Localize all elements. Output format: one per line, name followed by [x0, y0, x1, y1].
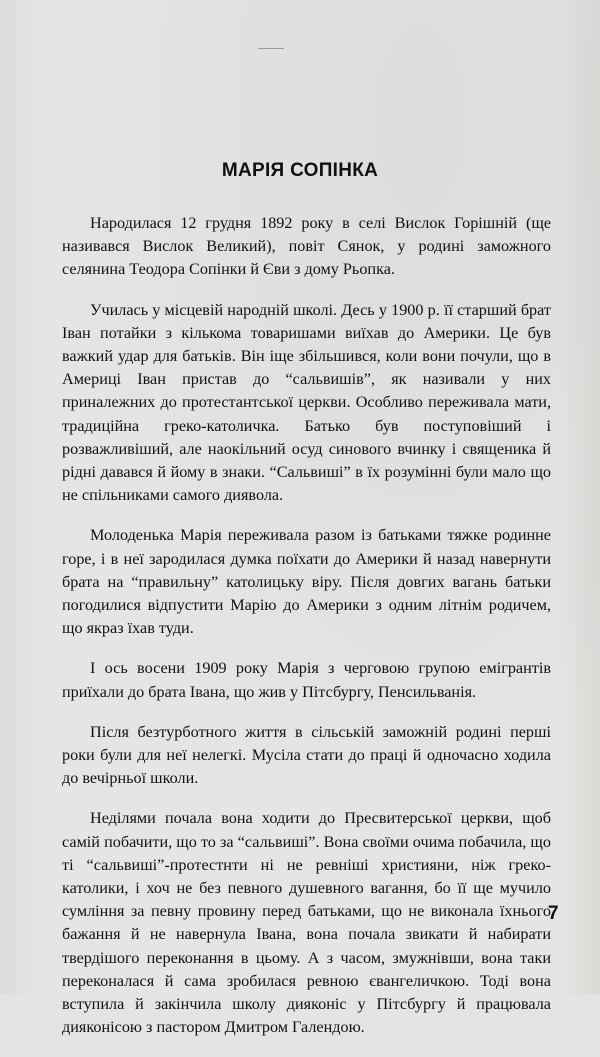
- paragraph: І ось восени 1909 року Марія з черговою групою емігрантів приїхали до брата Івана, що жив у Пітсбургу, Пенсильванія.: [62, 659, 551, 701]
- page-number: 7: [548, 903, 559, 924]
- paragraph: Училась у місцевій народній школі. Десь у 1900 р. її старший брат Іван потайки з кількома товаришами виїхав до Америки. Це був важкий удар для батьків. Він іще збільшився, коли вони почули, що в Америці Іван пристав до “сальвишів”, як називали у них приналежних до протестантської церкви. Особливо переживала мати, традиційна греко-католичка. Батько був поступовіший і розважливіший, але наокільний осуд синового вчинку і священика й рідні давався й йому в знаки. “Сальвиші” в їх розумінні були мало що не спільниками самого диявола.: [62, 300, 551, 505]
- paragraph: Після безтурботного життя в сільській заможній родині перші роки були для неї нелегкі. Мусіла стати до праці й одночасно ходила до вечірньої школи.: [62, 722, 551, 788]
- paragraph: Неділями почала вона ходити до Пресвитерської церкви, щоб самій побачити, що то за “сальвиші”. Вона своїми очима побачила, що ті “сальвиші”-протестнти ні не ревніші християни, ніж греко-католики, і хоч не без певного душевного вагання, бо її ще мучило сумління за певну провину перед батьками, що не виконала їхнього бажання й не навернула Івана, вона почала звикати й набирати твердішого переконання в цьому. А з часом, змужнівши, вона таки переконалася й сама зробилася ревною євангеличкою. Тоді вона вступила й закінчила школу дияконіс у Пітсбургу й працювала дияконісою з пастором Дмитром Галендою.: [62, 809, 551, 1037]
- paragraph: Молоденька Марія переживала разом із батьками тяжке родинне горе, і в неї зародилася думка поїхати до Америки й назад навернути брата на “правильну” католицьку віру. Після довгих вагань батьки погодилися відпустити Марію до Америки з одним літнім родичем, що якраз їхав туди.: [62, 526, 551, 638]
- body-text: [62, 212, 551, 1057]
- paragraph: Народилася 12 грудня 1892 року в селі Вислок Горішній (ще називався Вислок Великий), повіт Сянок, у родині заможного селянина Теодора Сопінки й Єви з дому Рьопка.: [62, 214, 551, 279]
- top-rule-divider: [258, 48, 284, 49]
- chapter-title: МАРІЯ СОПІНКА: [221, 160, 379, 181]
